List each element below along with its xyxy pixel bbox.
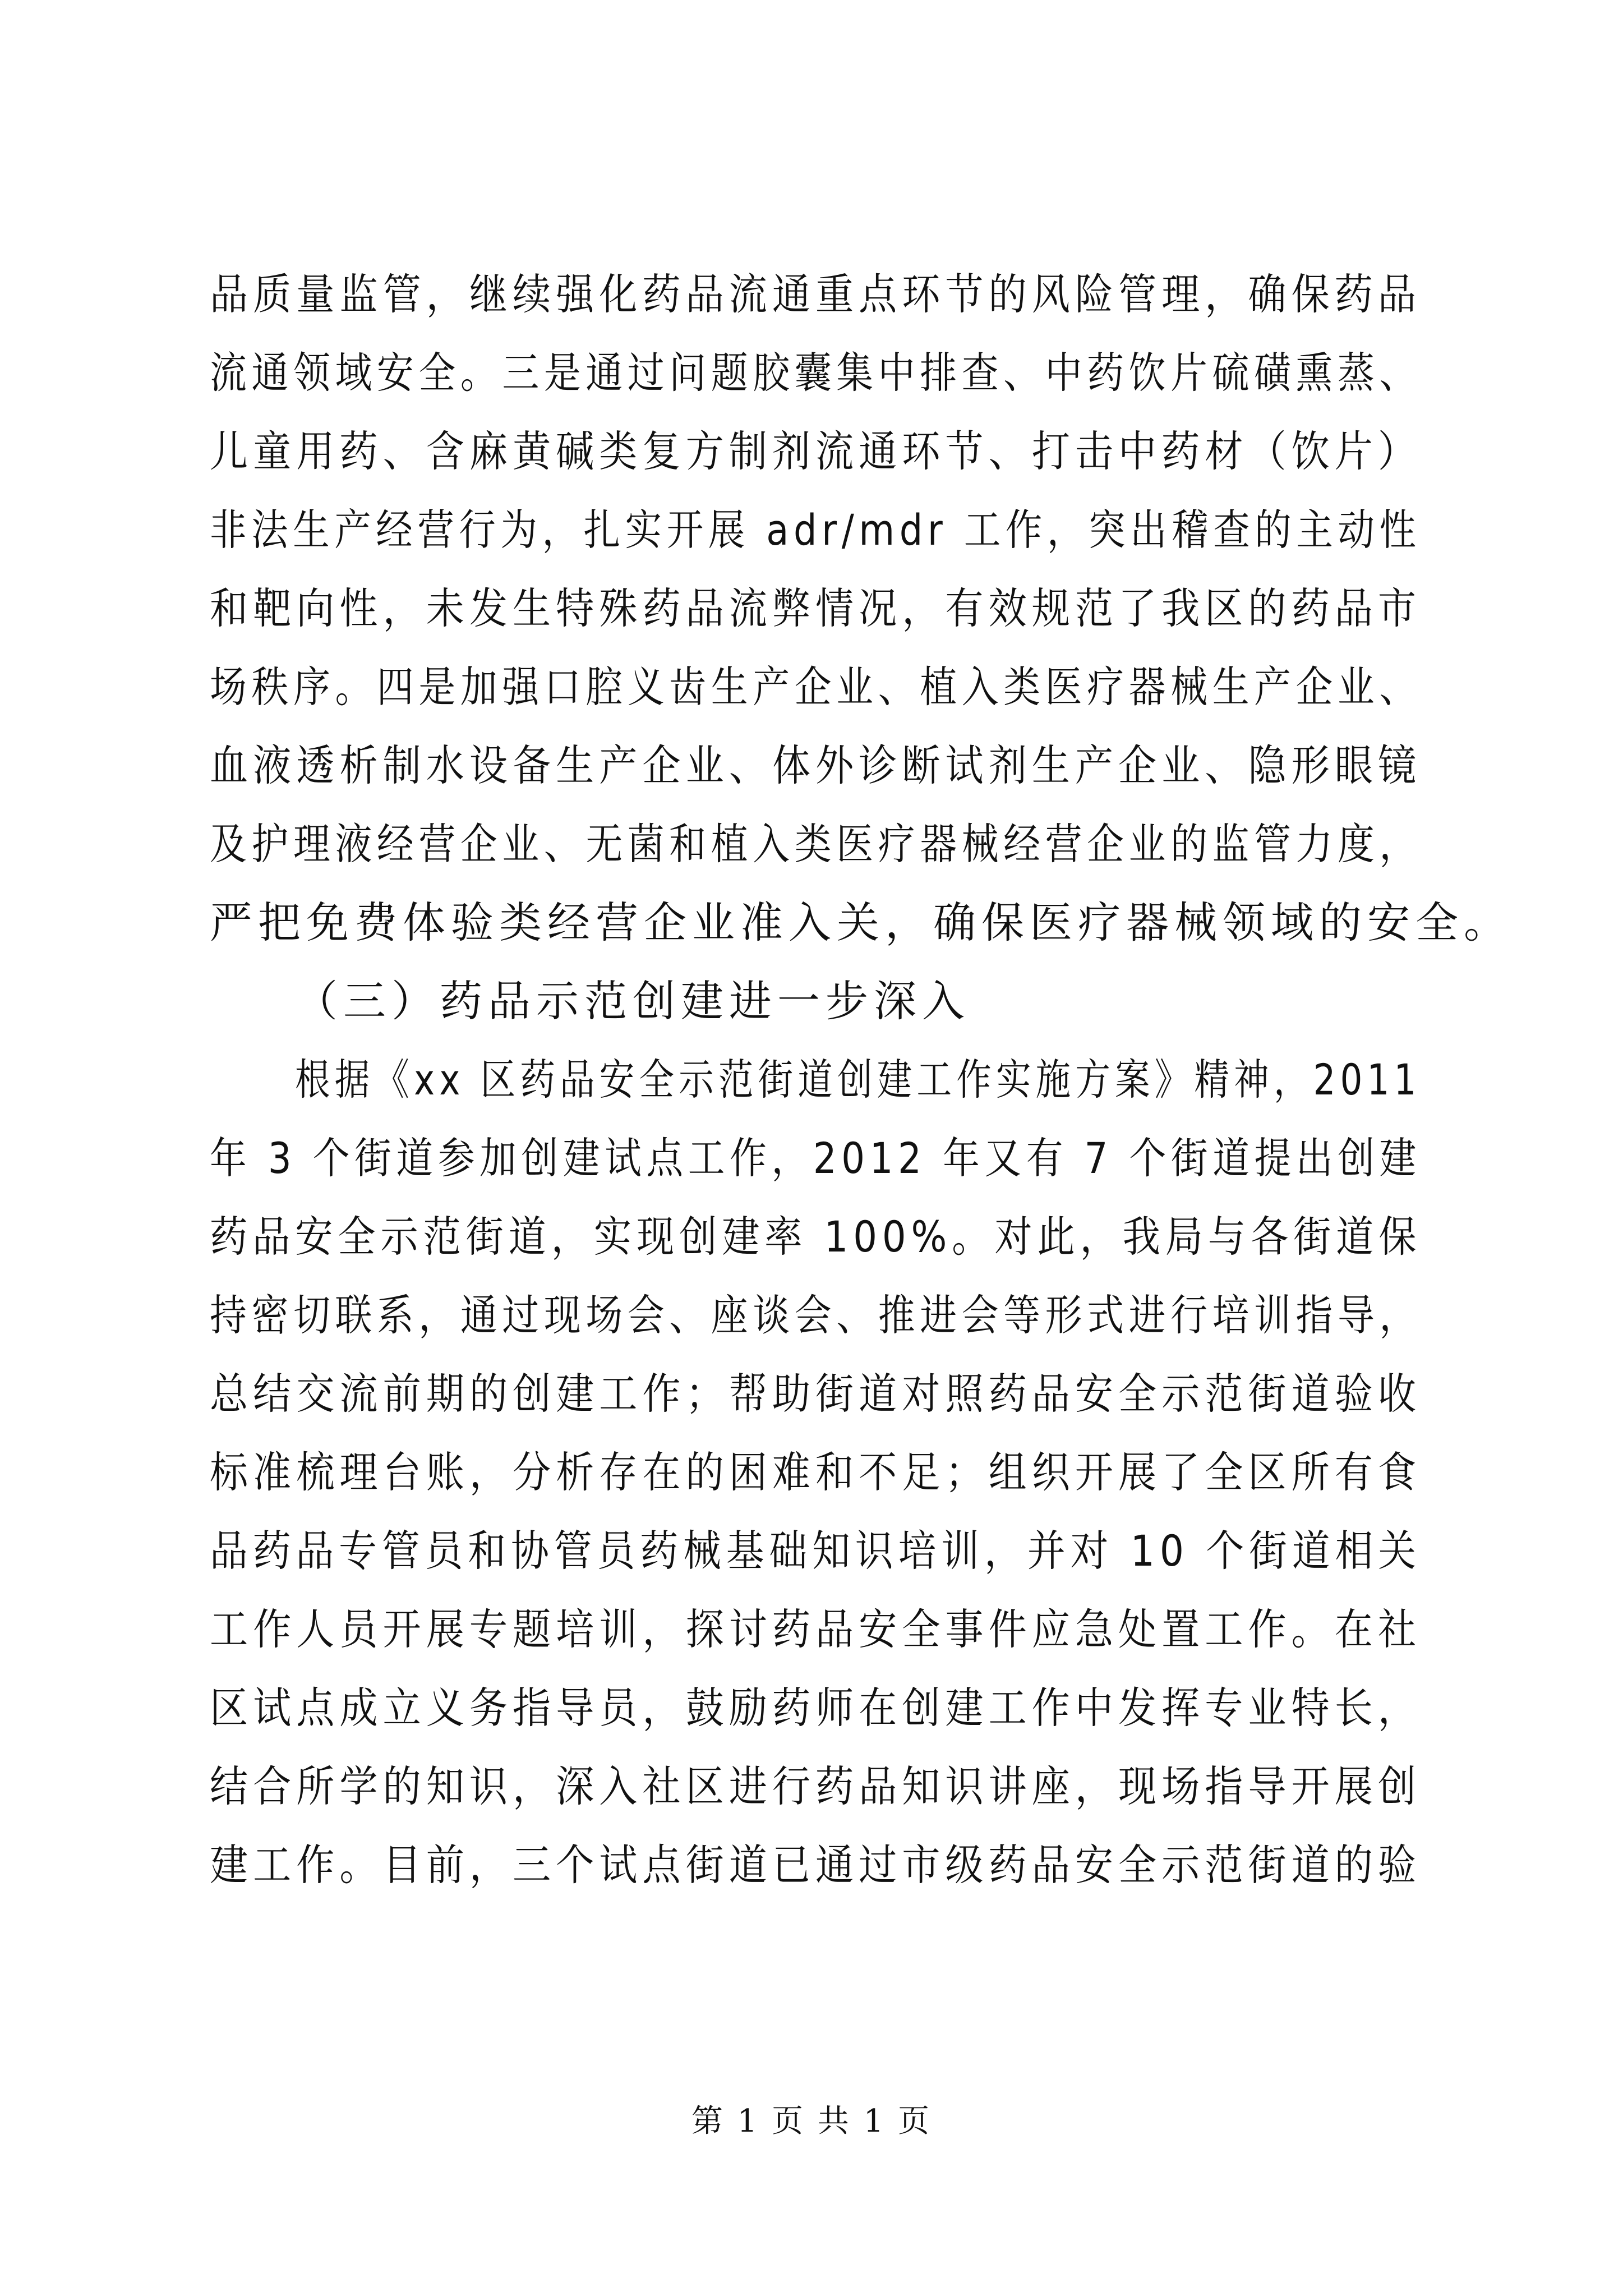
text-line: 建工作。目前，三个试点街道已通过市级药品安全示范街道的验	[210, 1840, 1421, 1890]
text-line: 品药品专管员和协管员药械基础知识培训，并对 10 个街道相关	[210, 1526, 1422, 1576]
page-footer: 第 1 页 共 1 页	[691, 2103, 932, 2139]
text-line: 标准梳理台账，分析存在的困难和不足；组织开展了全区所有食	[210, 1447, 1421, 1497]
text-line: 药品安全示范街道，实现创建率 100%。对此，我局与各街道保	[210, 1212, 1422, 1262]
text-line: 血液透析制水设备生产企业、体外诊断试剂生产企业、隐形眼镜	[210, 740, 1421, 790]
text-line: 流通领域安全。三是通过问题胶囊集中排查、中药饮片硫磺熏蒸、	[210, 348, 1421, 398]
text-line: 年 3 个街道参加创建试点工作，2012 年又有 7 个街道提出创建	[210, 1133, 1421, 1183]
text-line: 及护理液经营企业、无菌和植入类医疗器械经营企业的监管力度，	[210, 819, 1421, 869]
text-line: 结合所学的知识，深入社区进行药品知识讲座，现场指导开展创	[210, 1761, 1421, 1811]
text-line: 工作人员开展专题培训，探讨药品安全事件应急处置工作。在社	[210, 1604, 1421, 1654]
text-line: 和靶向性，未发生特殊药品流弊情况，有效规范了我区的药品市	[210, 583, 1421, 633]
text-line: 总结交流前期的创建工作；帮助街道对照药品安全示范街道验收	[210, 1369, 1421, 1419]
text-line: 根据《xx 区药品安全示范街道创建工作实施方案》精神，2011	[295, 1055, 1421, 1105]
text-line: 严把免费体验类经营企业准入关，确保医疗器械领域的安全。	[210, 898, 1512, 947]
text-line: 非法生产经营行为，扎实开展 adr/mdr 工作，突出稽查的主动性	[210, 505, 1421, 555]
text-line: 品质量监管，继续强化药品流通重点环节的风险管理，确保药品	[210, 269, 1421, 319]
section-heading: （三）药品示范创建进一步深入	[295, 976, 970, 1026]
text-line: 儿童用药、含麻黄碱类复方制剂流通环节、打击中药材（饮片）	[210, 426, 1421, 476]
text-line: 区试点成立义务指导员，鼓励药师在创建工作中发挥专业特长，	[210, 1683, 1421, 1733]
text-line: 持密切联系，通过现场会、座谈会、推进会等形式进行培训指导，	[210, 1290, 1421, 1340]
text-line: 场秩序。四是加强口腔义齿生产企业、植入类医疗器械生产企业、	[210, 662, 1421, 712]
